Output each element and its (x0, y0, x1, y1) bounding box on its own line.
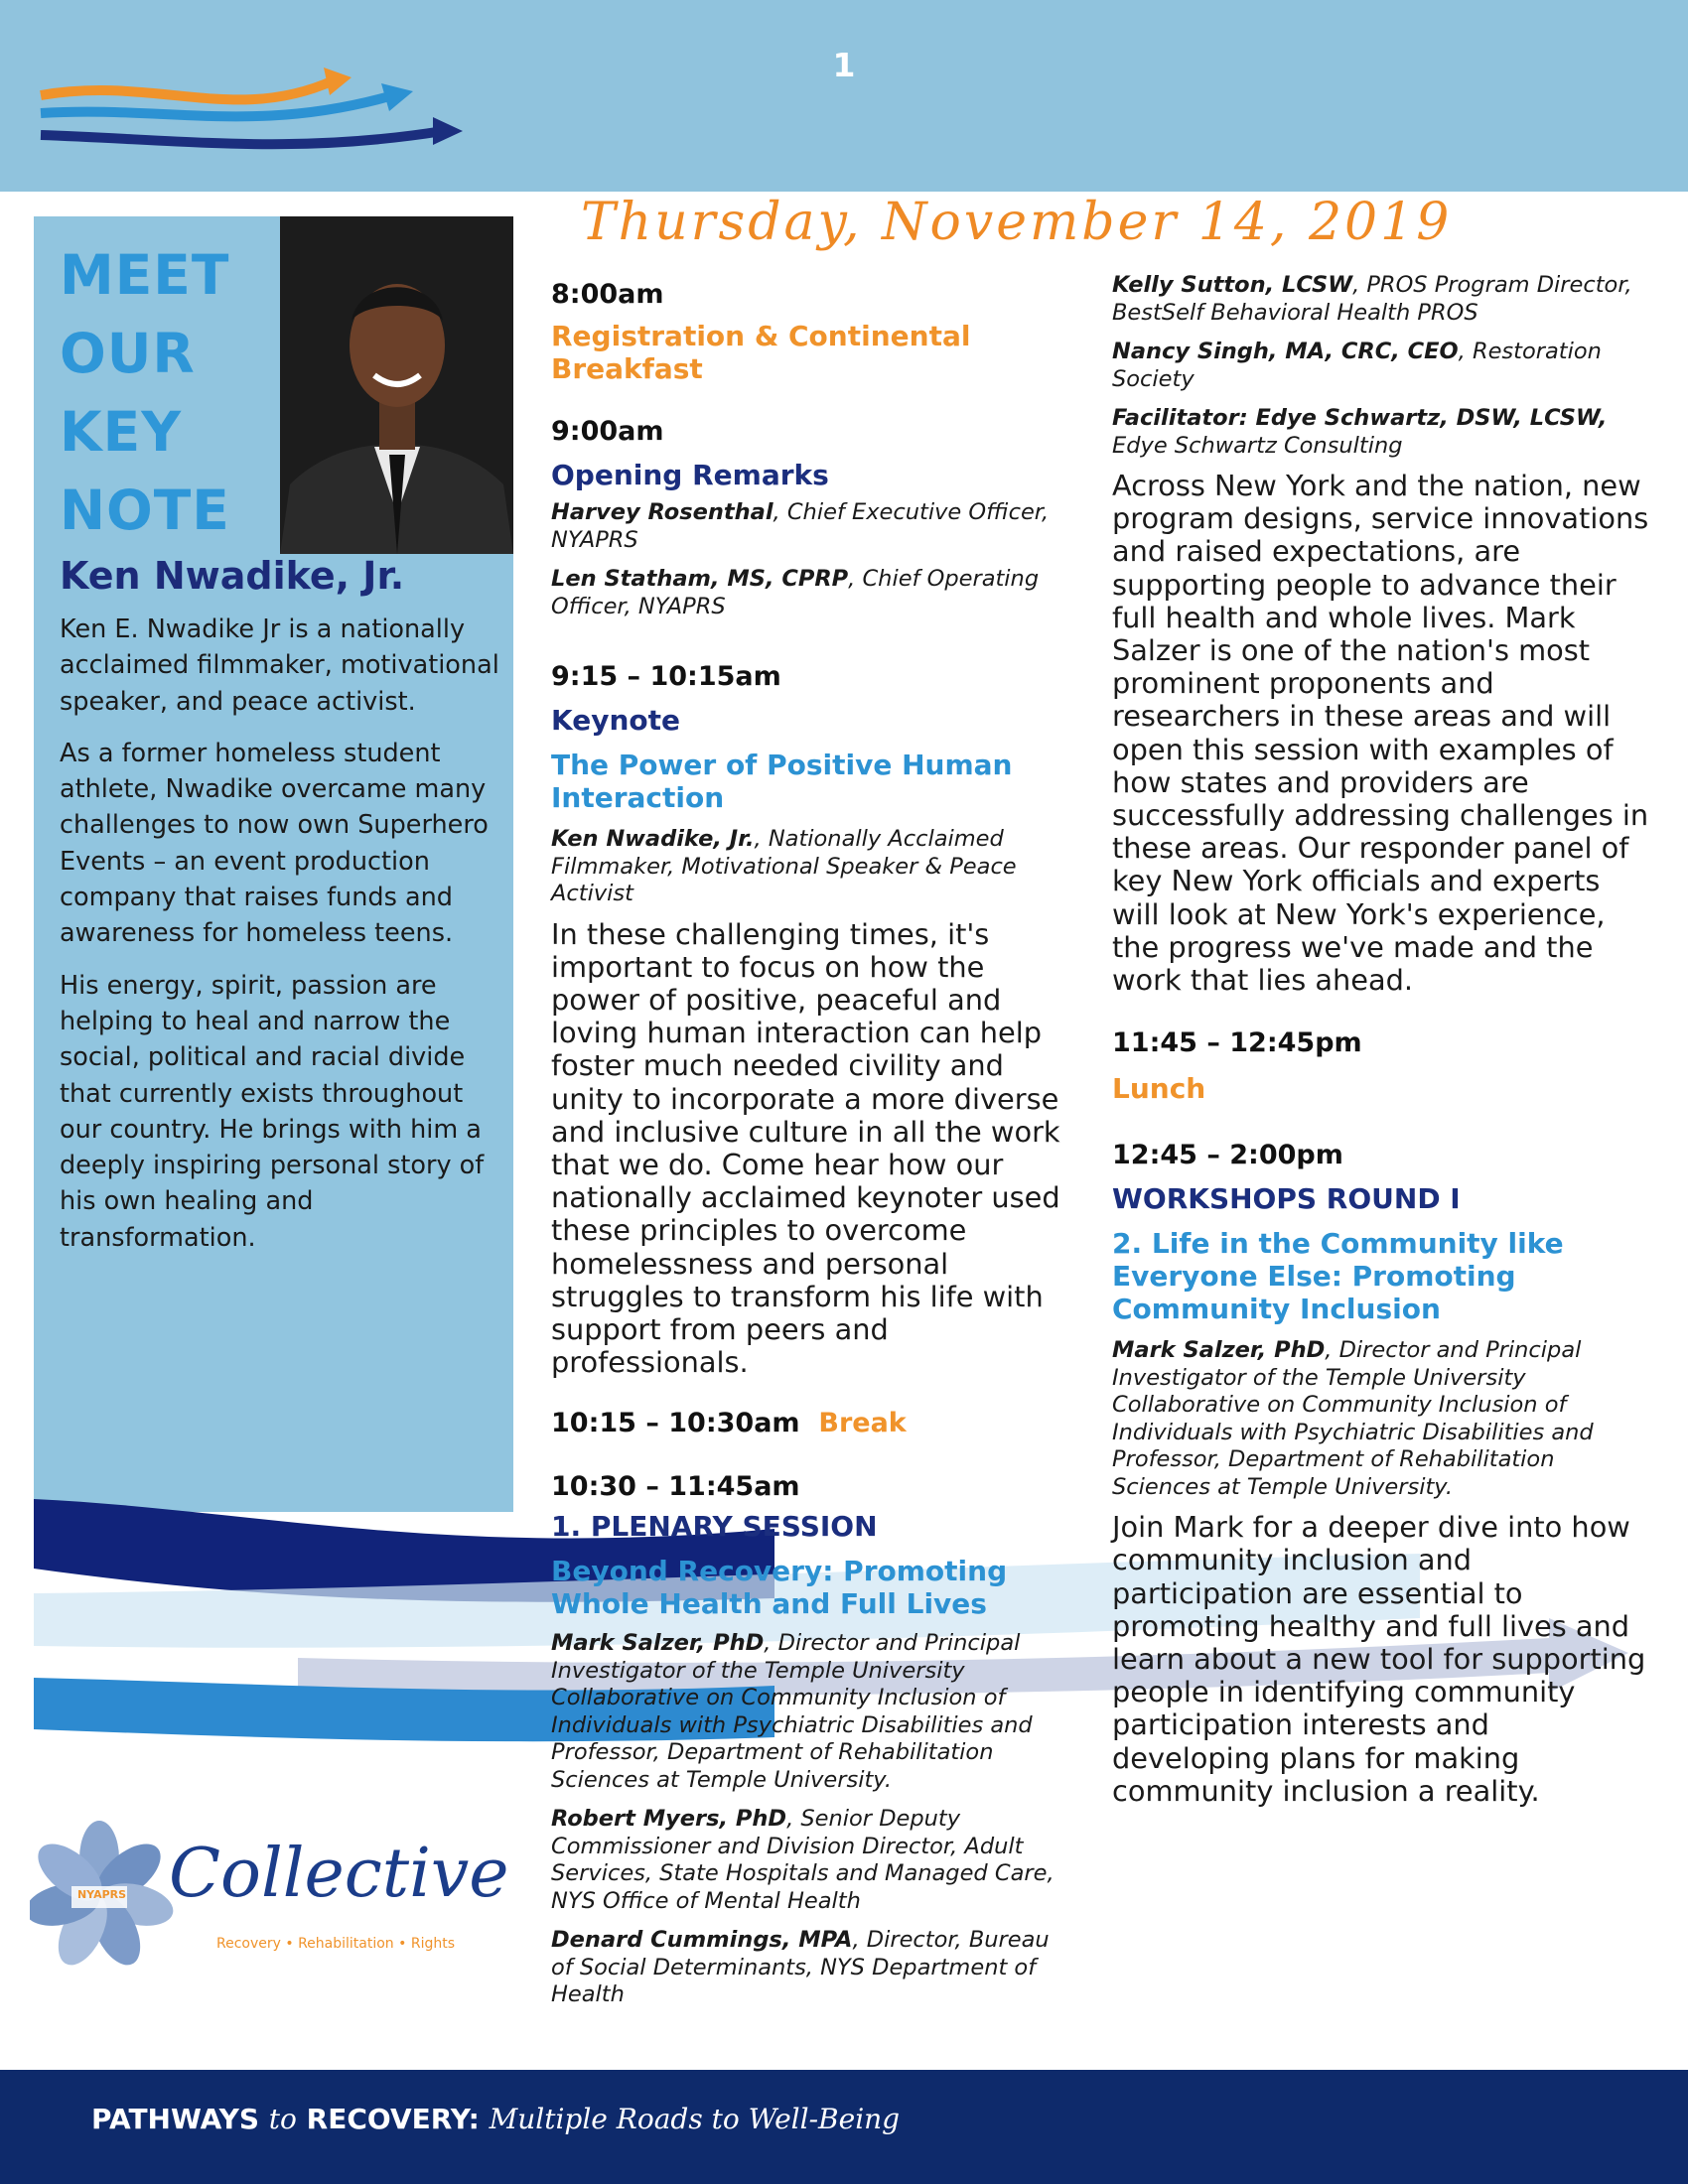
speaker-name: Denard Cummings, MPA (551, 1927, 853, 1954)
speaker (1112, 339, 1653, 393)
schedule-column-2 (1112, 272, 1653, 1808)
arrows-logo-icon (36, 66, 473, 165)
bio-paragraph: Ken E. Nwadike Jr is a nationally acclaimed filmmaker, motivational speaker, and peace activist. (60, 614, 499, 717)
session-time: 12:45 – 2:00pm (1112, 1140, 1343, 1171)
speaker-role: , Director, Bureau of Social Determinants, NYS Department of Health (551, 1927, 1050, 2008)
footer-mid: RECOVERY: (306, 2103, 480, 2135)
speaker-role: , Chief Executive Officer, NYAPRS (551, 499, 1050, 553)
date-heading: Thursday, November 14, 2019 (581, 193, 1453, 252)
bio-paragraph: As a former homeless student athlete, Nwadike overcame many challenges to now own Superhero Events – an event production company that raises funds and awareness for homeless teens. (60, 738, 489, 949)
speaker-name: Mark Salzer, PhD (1112, 1337, 1326, 1364)
speaker (1112, 405, 1653, 460)
session-label: 1. PLENARY SESSION (551, 1510, 878, 1544)
collective-logo (30, 1819, 516, 1978)
keynote-name: Ken Nwadike, Jr. (60, 554, 405, 598)
speaker-name: Nancy Singh, MA, CRC, CEO (1112, 339, 1459, 364)
title-line: OUR (60, 322, 196, 385)
title-line: KEY (60, 400, 183, 464)
speaker-role: , Restoration Society (1112, 339, 1602, 392)
session-description: Join Mark for a deeper dive into how community inclusion and participation are essential to promoting healthy and full lives and learn about a new tool for supporting people in identifying community participation interests and developing plans for making community inclusion a reality. (1112, 1510, 1646, 1808)
speaker (551, 1630, 1077, 1794)
speaker (551, 1927, 1077, 2009)
keynote-bio (60, 612, 501, 1272)
speaker (551, 826, 1077, 908)
speaker (1112, 272, 1653, 327)
session-title: Registration & Continental Breakfast (551, 320, 971, 385)
speaker-name: Kelly Sutton, LCSW (1112, 272, 1353, 298)
session-label: WORKSHOPS ROUND I (1112, 1182, 1461, 1216)
speaker (551, 499, 1077, 554)
keynote-portrait (280, 216, 513, 554)
session-time: 9:00am (551, 416, 664, 447)
session-title: The Power of Positive Human Interaction (551, 749, 1013, 814)
footer-lead: PATHWAYS (91, 2103, 260, 2135)
speaker (1112, 1337, 1653, 1501)
bio-paragraph: His energy, spirit, passion are helping to heal and narrow the social, political and racial divide that currently exists throughout our country. He brings with him a deeply inspiring personal story of his own healing and transformation. (60, 970, 485, 1253)
session-time: 8:00am (551, 279, 664, 310)
schedule-column-1 (551, 278, 1077, 2009)
page-number: 1 (832, 46, 856, 84)
session-label: Keynote (551, 704, 680, 737)
session-time: 11:45 – 12:45pm (1112, 1027, 1362, 1059)
speaker (551, 1806, 1077, 1915)
meet-keynote-title (60, 236, 278, 550)
session-time: 10:30 – 11:45am (551, 1471, 800, 1503)
speaker-name: Facilitator: Edye Schwartz, DSW, LCSW, (1112, 405, 1608, 431)
session-description: Across New York and the nation, new program designs, service innovations and raised expectations, are supporting people to advance their full health and whole lives. Mark Salzer is one of the nation's most prominent proponents and researchers in these areas and will open this session with examples of how states and providers are successfully addressing challenges in these areas. Our responder panel of key New York officials and experts will look at New York's experience, the progress we've made and the work that lies ahead. (1112, 469, 1649, 998)
speaker-role: , Nationally Acclaimed Filmmaker, Motivational Speaker & Peace Activist (551, 826, 1017, 906)
session-time: 10:15 – 10:30am (551, 1408, 800, 1439)
logo-name: Collective (169, 1835, 509, 1913)
speaker-name: Mark Salzer, PhD (551, 1630, 765, 1657)
logo-tagline: Recovery • Rehabilitation • Rights (216, 1936, 455, 1952)
session-time-row (551, 1407, 1077, 1440)
title-line: MEET (60, 243, 230, 307)
footer-subtitle: Multiple Roads to Well-Being (489, 2103, 901, 2135)
speaker-role: , Chief Operating Officer, NYAPRS (551, 566, 1040, 619)
speaker (551, 566, 1077, 620)
speaker-name: Harvey Rosenthal (551, 499, 774, 525)
speaker-role: , Director and Principal Investigator of the Temple University Collaborative on Community Inclusion of Individuals with Psychiatric Disabilities and Professor, Department of Rehabilitation Sciences at Temple University. (551, 1630, 1033, 1793)
speaker-name: Len Statham, MS, CPRP (551, 566, 849, 592)
speaker-role: Edye Schwartz Consulting (1112, 432, 1403, 459)
footer-to: to (268, 2103, 297, 2135)
speaker-name: Ken Nwadike, Jr. (551, 826, 755, 852)
session-title: 2. Life in the Community like Everyone Else: Promoting Community Inclusion (1112, 1227, 1564, 1326)
logo-badge: NYAPRS (76, 1888, 127, 1901)
session-title: Lunch (1112, 1072, 1206, 1106)
speaker-role: , Senior Deputy Commissioner and Division Director, Adult Services, State Hospitals and Managed Care, NYS Office of Mental Health (551, 1806, 1055, 1914)
session-time: 9:15 – 10:15am (551, 661, 781, 692)
footer-tagline (91, 2103, 900, 2135)
session-title: Opening Remarks (551, 459, 829, 491)
speaker-role: , Director and Principal Investigator of the Temple University Collaborative on Community Inclusion of Individuals with Psychiatric Disabilities and Professor, Department of Rehabilitation Sciences at Temple University. (1112, 1337, 1594, 1500)
title-line: NOTE (60, 478, 230, 542)
speaker-name: Robert Myers, PhD (551, 1806, 787, 1833)
session-title: Beyond Recovery: Promoting Whole Health and Full Lives (551, 1555, 1008, 1621)
speaker-role: , PROS Program Director, BestSelf Behavioral Health PROS (1112, 272, 1632, 326)
session-title: Break (818, 1408, 907, 1439)
session-description: In these challenging times, it's important to focus on how the power of positive, peaceful and loving human interaction can help foster much needed civility and unity to incorporate a more diverse and inclusive culture in all the work that we do. Come hear how our nationally acclaimed keynoter used these principles to overcome homelessness and personal struggles to transform his life with support from peers and professionals. (551, 916, 1060, 1380)
